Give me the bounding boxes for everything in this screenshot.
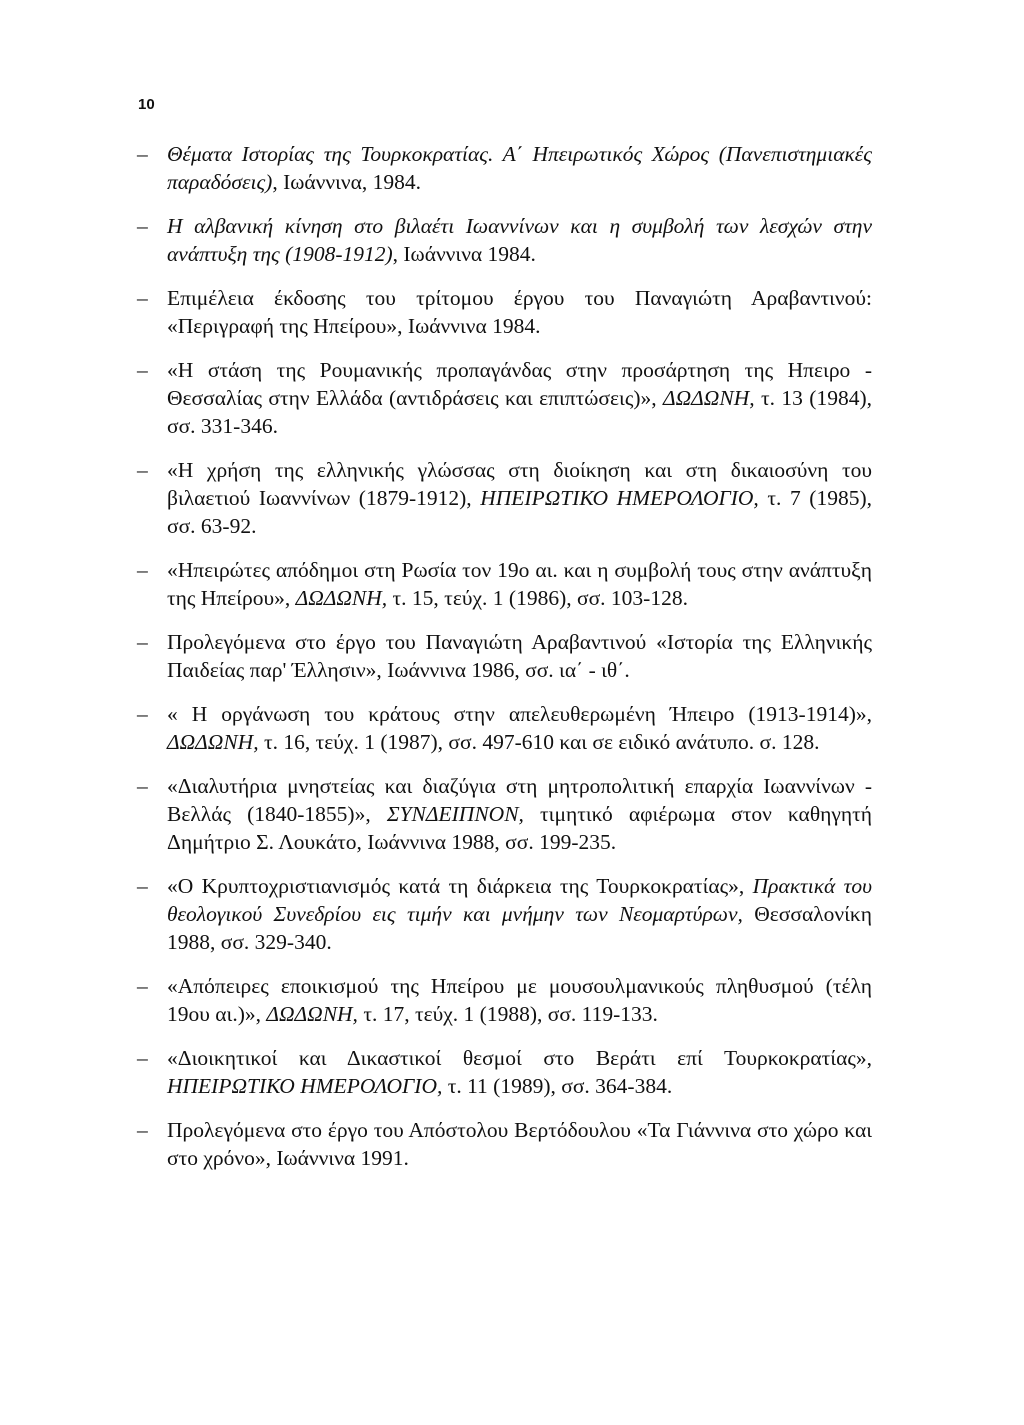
entry-italic-text: ΣΥΝΔΕΙΠΝΟΝ, [386, 802, 524, 826]
entry-italic-text: ΗΠΕΙΡΩΤΙΚΟ ΗΜΕΡΟΛΟΓΙΟ, [167, 1074, 443, 1098]
entry-italic-text: ΔΩΔΩΝΗ, [167, 730, 259, 754]
bibliography-entry [137, 628, 872, 684]
entry-italic-text: Θέματα Ιστορίας της Τουρκοκρατίας. Α΄ Ηπειρωτικός Χώρος (Πανεπιστημιακές παραδόσεις) [167, 142, 872, 194]
entry-text: «Απόπειρες εποικισμού της Ηπείρου με μουσουλμανικούς πληθυσμού (τέλη 19ου αι.)», [167, 974, 872, 1026]
bibliography-entry [137, 700, 872, 756]
entry-dash: – [137, 630, 148, 654]
entry-text: «Ο Κρυπτοχριστιανισμός κατά τη διάρκεια της Τουρκοκρατίας», [167, 874, 753, 898]
entry-italic-text: Πρακτικά του θεολογικού Συνεδρίου εις τιμήν και μνήμην των Νεομαρτύρων, [167, 874, 872, 926]
entry-dash: – [137, 214, 148, 238]
entry-text: , Ιωάννινα, 1984. [272, 170, 422, 194]
bibliography-entry [137, 456, 872, 540]
entry-text: τ. 17, τεύχ. 1 (1988), σσ. 119-133. [357, 1002, 658, 1026]
entry-text: τ. 15, τεύχ. 1 (1986), σσ. 103-128. [387, 586, 688, 610]
entry-dash: – [137, 1118, 148, 1142]
entry-text: «Η στάση της Ρουμανικής προπαγάνδας στην προσάρτηση της Ηπειρο - Θεσσαλίας στην Ελλάδα (αντιδράσεις και επιπτώσεις)», [167, 358, 872, 410]
entry-text: Προλεγόμενα στο έργο του Απόστολου Βερτόδουλου «Τα Γιάννινα στο χώρο και στο χρόνο», Ιωάννινα 1991. [167, 1118, 872, 1170]
entry-text: Προλεγόμενα στο έργο του Παναγιώτη Αραβαντινού «Ιστορία της Ελληνικής Παιδείας παρ' Έλλησιν», Ιωάννινα 1986, σσ. ια΄ - ιθ΄. [167, 630, 872, 682]
bibliography-entry [137, 284, 872, 340]
entry-italic-text: Η αλβανική κίνηση στο βιλαέτι Ιωαννίνων και η συμβολή των λεσχών στην ανάπτυξη της (1908-1912) [167, 214, 872, 266]
entry-text: «Διοικητικοί και Δικαστικοί θεσμοί στο Βεράτι επί Τουρκοκρατίας», [167, 1046, 872, 1070]
entry-italic-text: ΗΠΕΙΡΩΤΙΚΟ ΗΜΕΡΟΛΟΓΙΟ, [480, 486, 759, 510]
bibliography-entry [137, 140, 872, 196]
entry-italic-text: ΔΩΔΩΝΗ, [295, 586, 388, 610]
entry-dash: – [137, 974, 148, 998]
entry-dash: – [137, 702, 148, 726]
bibliography-entry [137, 872, 872, 956]
entry-text: «Ηπειρώτες απόδημοι στη Ρωσία τον 19ο αι. και η συμβολή τους στην ανάπτυξη της Ηπείρου», [167, 558, 872, 610]
bibliography-entry [137, 972, 872, 1028]
entry-text: τ. 7 (1985), σσ. 63-92. [167, 486, 872, 538]
entry-text: τ. 13 (1984), σσ. 331-346. [167, 386, 872, 438]
bibliography-entry [137, 212, 872, 268]
entry-text: Επιμέλεια έκδοσης του τρίτομου έργου του Παναγιώτη Αραβαντινού: «Περιγραφή της Ηπείρου», Ιωάννινα 1984. [167, 286, 872, 338]
entry-dash: – [137, 286, 148, 310]
entry-text: , Ιωάννινα 1984. [392, 242, 536, 266]
page-number: 10 [138, 96, 155, 113]
entry-text: τιμητικό αφιέρωμα στον καθηγητή Δημήτριο Σ. Λουκάτο, Ιωάννινα 1988, σσ. 199-235. [167, 802, 872, 854]
bibliography-entry [137, 772, 872, 856]
entry-dash: – [137, 458, 148, 482]
entry-dash: – [137, 774, 148, 798]
entry-text: « Η οργάνωση του κράτους στην απελευθερωμένη Ήπειρο (1913-1914)», [167, 702, 872, 726]
entry-text: «Η χρήση της ελληνικής γλώσσας στη διοίκηση και στη δικαιοσύνη του βιλαετιού Ιωαννίνων (1879-1912), [167, 458, 872, 510]
entry-text: τ. 11 (1989), σσ. 364-384. [442, 1074, 673, 1098]
entry-text: Θεσσαλονίκη 1988, σσ. 329-340. [167, 902, 872, 954]
entry-italic-text: ΔΩΔΩΝΗ, [266, 1002, 358, 1026]
bibliography-entry [137, 1116, 872, 1172]
entry-italic-text: ΔΩΔΩΝΗ, [663, 386, 755, 410]
entry-dash: – [137, 358, 148, 382]
entry-dash: – [137, 142, 148, 166]
bibliography-entry [137, 556, 872, 612]
entry-text: «Διαλυτήρια μνηστείας και διαζύγια στη μητροπολιτική επαρχία Ιωαννίνων - Βελλάς (1840-1855)», [167, 774, 872, 826]
bibliography-entry [137, 356, 872, 440]
entry-text: τ. 16, τεύχ. 1 (1987), σσ. 497-610 και σε ειδικό ανάτυπο. σ. 128. [258, 730, 820, 754]
bibliography-list [137, 140, 872, 1188]
entry-dash: – [137, 1046, 148, 1070]
bibliography-entry [137, 1044, 872, 1100]
entry-dash: – [137, 874, 148, 898]
entry-dash: – [137, 558, 148, 582]
